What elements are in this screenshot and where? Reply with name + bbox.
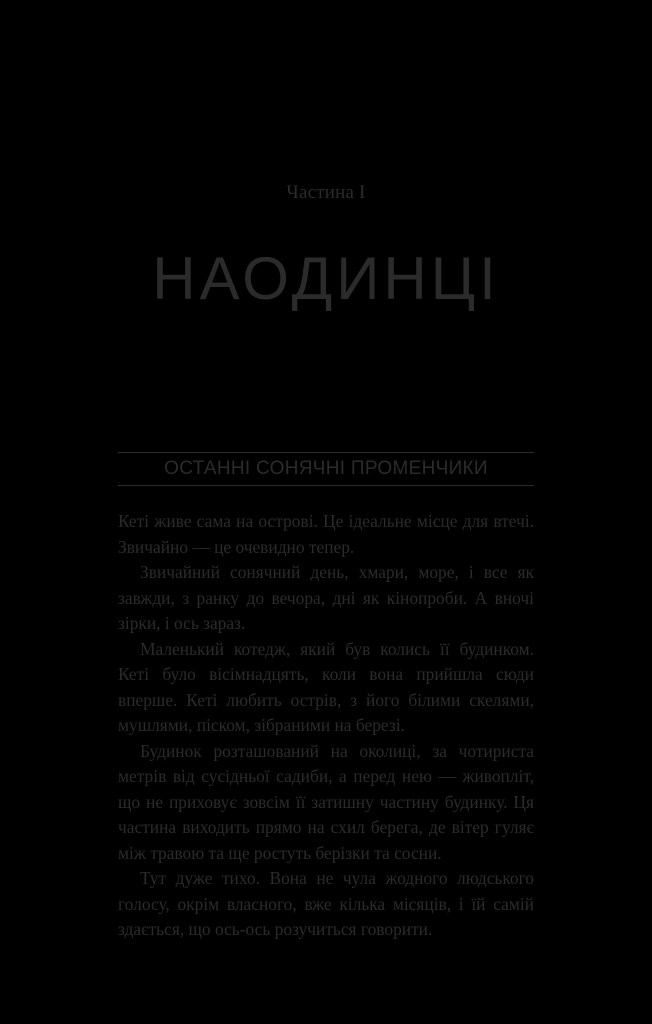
paragraph: Тут дуже тихо. Вона не чула жодного людського голосу, окрім власного, вже кілька місяців, і їй самій здається, що ось-ось розучиться говорити. [118,868,534,939]
paragraph: Звичайний сонячний день, хмари, море, і все як завжди, з ранку до вечора, дні як кінопроби. А вночі зірки, і ось зараз. [118,562,534,633]
paragraph: Будинок розташований на околиці, за чотириста метрів від сусідньої садиби, а перед нею — живопліт, що не приховує зовсім її затишну частину будинку. Ця частина виходить прямо на схил берега, де вітер гуляє між травою та ще ростуть берізки та сосни. [118,740,534,863]
chapter-rule-bottom [118,485,534,486]
paragraph: Маленький котедж, який був колись її будинком. Кеті було вісімнадцять, коли вона прийшла сюди вперше. Кеті любить острів, з його білими скелями, мушлями, піском, зібраними на березі. [118,638,534,735]
chapter-rule-top [118,452,534,453]
paragraph: Кеті живе сама на острові. Це ідеальне місце для втечі. Звичайно — це очевидно тепер. [118,511,534,557]
chapter-title: ОСТАННІ СОНЯЧНІ ПРОМЕНЧИКИ [164,458,488,479]
part-label: Частина І [286,182,366,203]
chapter-body [118,509,534,943]
part-title: НАОДИНЦІ [152,245,500,312]
